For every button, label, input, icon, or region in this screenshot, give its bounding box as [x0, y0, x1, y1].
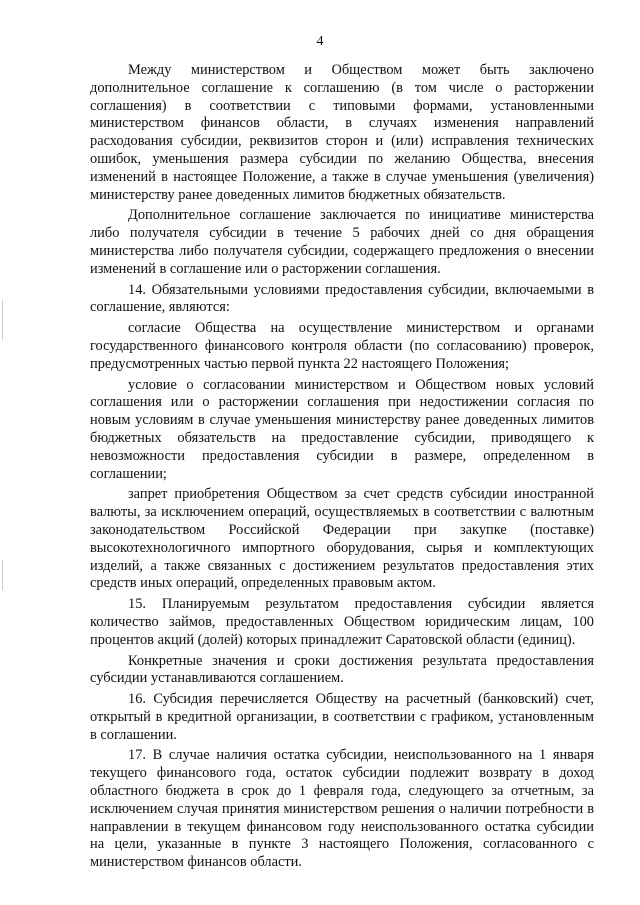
- scan-edge-mark: [2, 300, 3, 340]
- paragraph-17-remainder-return: 17. В случае наличия остатка субсидии, неиспользованного на 1 января текущего финансового года, остаток субсидии подлежит возврату в доход областного бюджета в срок до 1 февраля года, следующего за отчетным, за исключением случая принятия министерством решения о наличии потребности в направлении в текущем финансовом году неиспользованного остатка субсидии на цели, указанные в пункте 3 настоящего Положения, согласованного с министерством финансов области.: [90, 747, 594, 871]
- paragraph-additional-agreement-initiative: Дополнительное соглашение заключается по инициативе министерства либо получателя субсидии в течение 5 рабочих дней со дня обращения министерства либо получателя субсидии, содержащего предложения о внесении изменений в соглашение или о расторжении соглашения.: [90, 207, 594, 277]
- paragraph-condition-new-terms: условие о согласовании министерством и Обществом новых условий соглашения или о расторжении соглашения при недостижении согласия по новым условиям в случае уменьшения министерству ранее доведенных лимитов бюджетных обязательств на предоставление субсидии, приводящего к невозможности предоставления субсидии в размере, определенном в соглашении;: [90, 376, 594, 482]
- paragraph-condition-consent-inspections: согласие Общества на осуществление министерством и органами государственного финансового контроля области (по согласованию) проверок, предусмотренных частью первой пункта 22 настоящего Положения;: [90, 320, 594, 372]
- document-body: [90, 62, 594, 872]
- paragraph-condition-currency-ban: запрет приобретения Обществом за счет средств субсидии иностранной валюты, за исключением операций, осуществляемых в соответствии с валютным законодательством Российской Федерации при закупке (поставке) высокотехнологичного импортного оборудования, сырья и комплектующих изделий, а также связанных с достижением результатов предоставления этих средств иных операций, определенных правовым актом.: [90, 486, 594, 592]
- scan-edge-mark: [2, 560, 3, 590]
- paragraph-14-mandatory-conditions: 14. Обязательными условиями предоставления субсидии, включаемыми в соглашение, являются:: [90, 281, 594, 316]
- paragraph-result-values: Конкретные значения и сроки достижения результата предоставления субсидии устанавливаются соглашением.: [90, 652, 594, 687]
- paragraph-additional-agreement: Между министерством и Обществом может быть заключено дополнительное соглашение к соглашению (в том числе о расторжении соглашения) в соответствии с типовыми формами, установленными министерством финансов области, в случаях изменения направлений расходования субсидии, реквизитов сторон и (или) исправления технических ошибок, уменьшения размера субсидии по желанию Общества, внесения изменений в настоящее Положение, а также в случае уменьшения (увеличения) министерству ранее доведенных лимитов бюджетных обязательств.: [90, 62, 594, 203]
- page-number: 4: [316, 34, 324, 49]
- paragraph-15-planned-result: 15. Планируемым результатом предоставления субсидии является количество займов, предоставленных Обществом юридическим лицам, 100 процентов акций (долей) которых принадлежит Саратовской области (единиц).: [90, 596, 594, 648]
- paragraph-16-transfer: 16. Субсидия перечисляется Обществу на расчетный (банковский) счет, открытый в кредитной организации, в соответствии с графиком, установленным в соглашении.: [90, 691, 594, 743]
